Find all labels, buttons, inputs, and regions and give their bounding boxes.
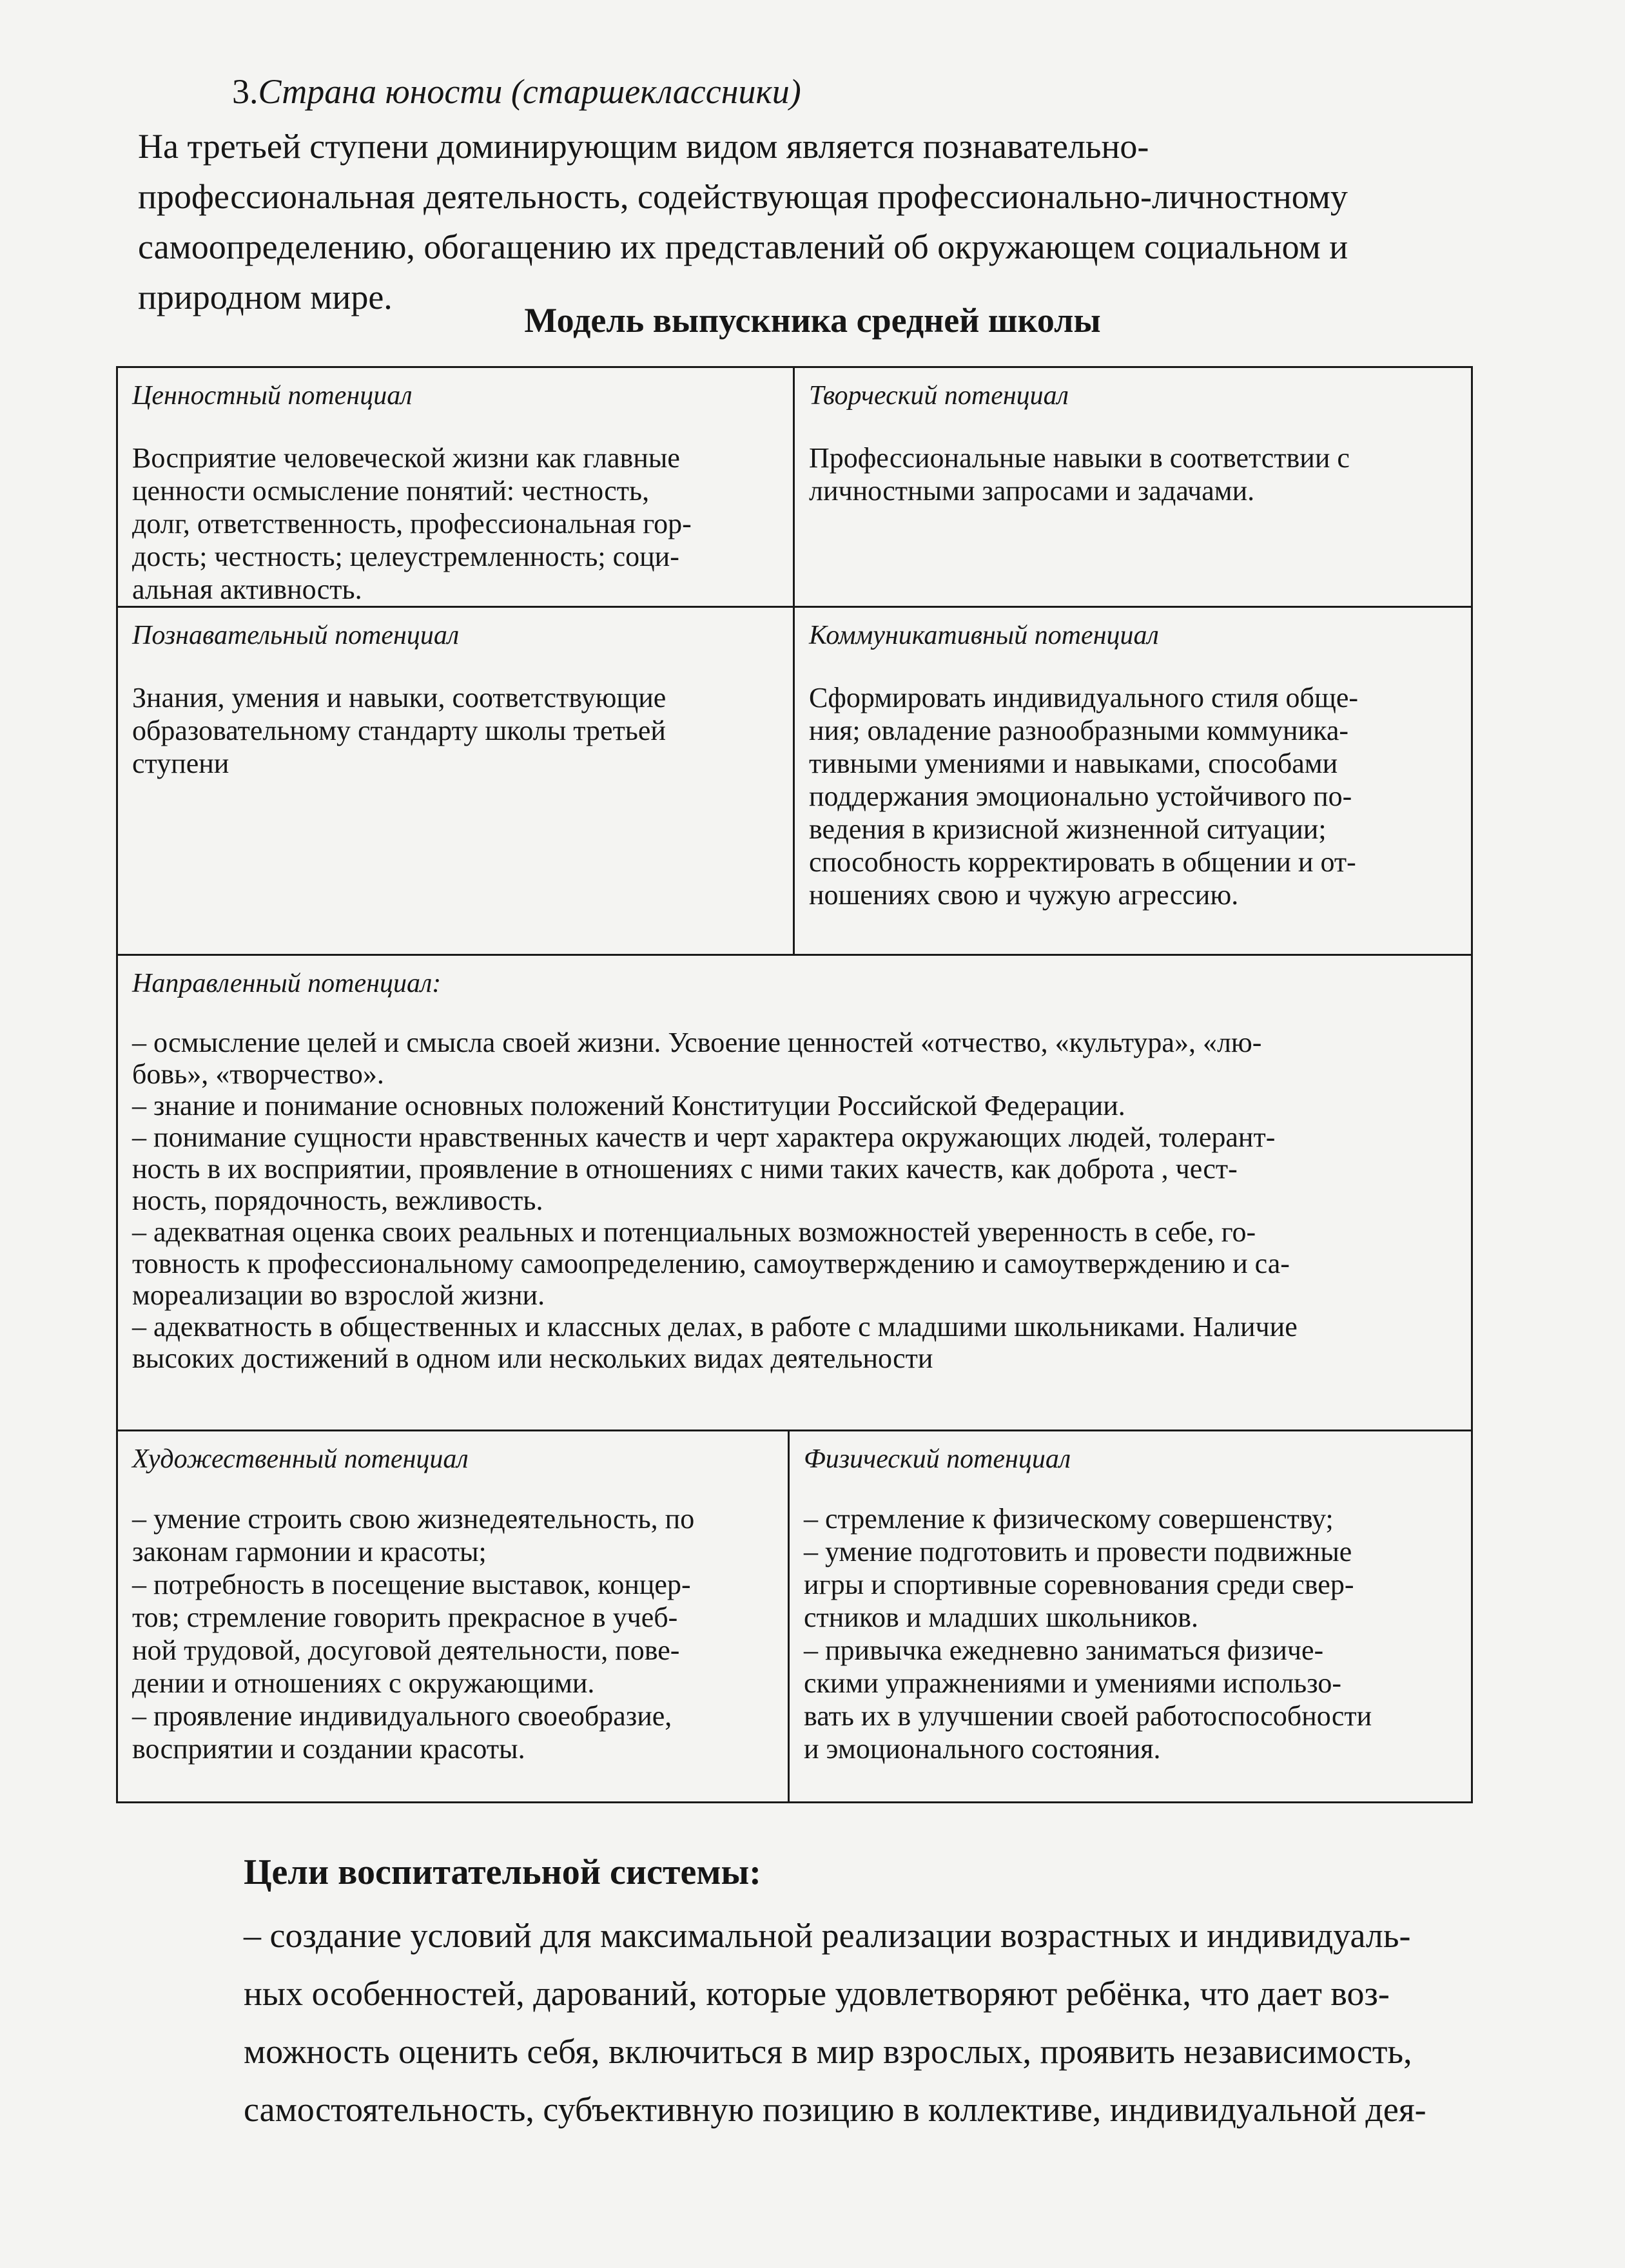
cell-heading: Художественный потенциал	[132, 1444, 469, 1474]
cell-line: стников и младших школьников.	[804, 1602, 1198, 1633]
cell-heading: Физический потенциал	[804, 1444, 1071, 1474]
cell-line: ценности осмысление понятий: честность,	[132, 475, 650, 507]
cell-line: – осмысление целей и смысла своей жизни. Усвоение ценностей «отчество, «культура», «лю-	[132, 1027, 1262, 1058]
goals-line: можность оценить себя, включиться в мир взрослых, проявить независимость,	[244, 2032, 1412, 2071]
cell-line: – привычка ежедневно заниматься физиче-	[804, 1634, 1324, 1666]
cell-line: ность, порядочность, вежливость.	[132, 1185, 543, 1216]
cell-line: Профессиональные навыки в соответствии с	[809, 442, 1350, 474]
cell-line: дость; честность; целеустремленность; соци-	[132, 541, 679, 572]
cell-artistic-potential	[116, 1430, 790, 1803]
cell-directed-potential	[116, 954, 1473, 1431]
cell-line: – адекватная оценка своих реальных и потенциальных возможностей уверенность в себе, го-	[132, 1216, 1256, 1248]
cell-line: личностными запросами и задачами.	[809, 475, 1255, 507]
cell-heading: Направленный потенциал:	[132, 969, 442, 998]
cell-line: – потребность в посещение выставок, концер-	[132, 1569, 691, 1600]
model-title: Модель выпускника средней школы	[524, 301, 1101, 340]
goals-heading: Цели воспитательной системы:	[244, 1852, 761, 1892]
cell-line: ступени	[132, 748, 229, 779]
cell-heading: Коммуникативный потенциал	[809, 621, 1159, 650]
cell-line: долг, ответственность, профессиональная гор-	[132, 508, 692, 539]
intro-line: природном мире.	[138, 278, 393, 316]
intro-line: профессиональная деятельность, содействующая профессионально-личностному	[138, 177, 1348, 216]
cell-line: – понимание сущности нравственных качеств и черт характера окружающих людей, толерант-	[132, 1121, 1276, 1153]
cell-body	[804, 1502, 1457, 1765]
cell-physical-potential	[788, 1430, 1473, 1803]
cell-line: – умение строить свою жизнедеятельность, по	[132, 1503, 695, 1535]
cell-creative-potential	[793, 366, 1473, 608]
cell-line: тивными умениями и навыками, способами	[809, 748, 1338, 779]
cell-heading: Творческий потенциал	[809, 381, 1069, 411]
section-title: Страна юности (старшеклассники)	[258, 72, 801, 111]
cell-valuable-potential	[116, 366, 795, 608]
cell-line: вать их в улучшении своей работоспособности	[804, 1700, 1372, 1732]
section-number: 3.	[232, 72, 258, 111]
cell-line: – знание и понимание основных положений Конституции Российской Федерации.	[132, 1090, 1125, 1121]
cell-line: тов; стремление говорить прекрасное в учеб-	[132, 1602, 678, 1633]
goals-line: ных особенностей, дарований, которые удовлетворяют ребёнка, что дает воз-	[244, 1974, 1390, 2013]
cell-line: ной трудовой, досуговой деятельности, пове-	[132, 1634, 680, 1666]
cell-line: – проявление индивидуального своеобразие,	[132, 1700, 672, 1732]
cell-line: Знания, умения и навыки, соответствующие	[132, 682, 667, 713]
cell-body	[132, 441, 779, 606]
cell-line: ношениях свою и чужую агрессию.	[809, 879, 1239, 911]
cell-line: – адекватность в общественных и классных делах, в работе с младшими школьниками. Наличие	[132, 1311, 1298, 1342]
section-heading	[232, 71, 801, 112]
cell-line: скими упражнениями и умениями использо-	[804, 1667, 1342, 1699]
cell-line: образовательному стандарту школы третьей	[132, 715, 666, 746]
cell-line: Восприятие человеческой жизни как главные	[132, 442, 680, 474]
cell-cognitive-potential	[116, 606, 795, 956]
cell-line: высоких достижений в одном или нескольких видах деятельности	[132, 1342, 933, 1374]
cell-body	[809, 681, 1457, 911]
goals-line: самостоятельность, субъективную позицию в коллективе, индивидуальной дея-	[244, 2090, 1426, 2129]
cell-line: мореализации во взрослой жизни.	[132, 1279, 545, 1311]
cell-body	[132, 681, 779, 780]
cell-line: товность к профессиональному самоопределению, самоутверждению и самоутверждению и са-	[132, 1248, 1290, 1279]
cell-body	[809, 441, 1457, 507]
cell-line: и эмоционального состояния.	[804, 1733, 1161, 1765]
intro-line: На третьей ступени доминирующим видом является познавательно-	[138, 127, 1149, 166]
goals-line: – создание условий для максимальной реализации возрастных и индивидуаль-	[244, 1916, 1411, 1955]
cell-line: игры и спортивные соревнования среди свер-	[804, 1569, 1354, 1600]
cell-line: – умение подготовить и провести подвижные	[804, 1536, 1352, 1567]
cell-line: Сформировать индивидуального стиля обще-	[809, 682, 1359, 713]
goals-paragraph	[244, 1906, 1494, 2138]
cell-line: – стремление к физическому совершенству;	[804, 1503, 1334, 1535]
cell-body	[132, 1502, 774, 1765]
cell-line: восприятии и создании красоты.	[132, 1733, 525, 1765]
cell-line: поддержания эмоционально устойчивого по-	[809, 780, 1352, 812]
cell-line: ведения в кризисной жизненной ситуации;	[809, 813, 1327, 845]
intro-paragraph	[138, 121, 1453, 322]
cell-heading: Ценностный потенциал	[132, 381, 413, 411]
cell-line: ность в их восприятии, проявление в отношениях с ними таких качеств, как доброта , чест-	[132, 1153, 1238, 1185]
cell-line: дении и отношениях с окружающими.	[132, 1667, 595, 1699]
intro-line: самоопределению, обогащению их представлений об окружающем социальном и	[138, 228, 1348, 266]
cell-line: ния; овладение разнообразными коммуника-	[809, 715, 1349, 746]
cell-line: альная активность.	[132, 574, 362, 605]
cell-line: законам гармонии и красоты;	[132, 1536, 487, 1567]
cell-body	[132, 1027, 1457, 1374]
cell-communicative-potential	[793, 606, 1473, 956]
cell-line: способность корректировать в общении и от-	[809, 846, 1356, 878]
cell-line: бовь», «творчество».	[132, 1058, 384, 1090]
cell-heading: Познавательный потенциал	[132, 621, 460, 650]
